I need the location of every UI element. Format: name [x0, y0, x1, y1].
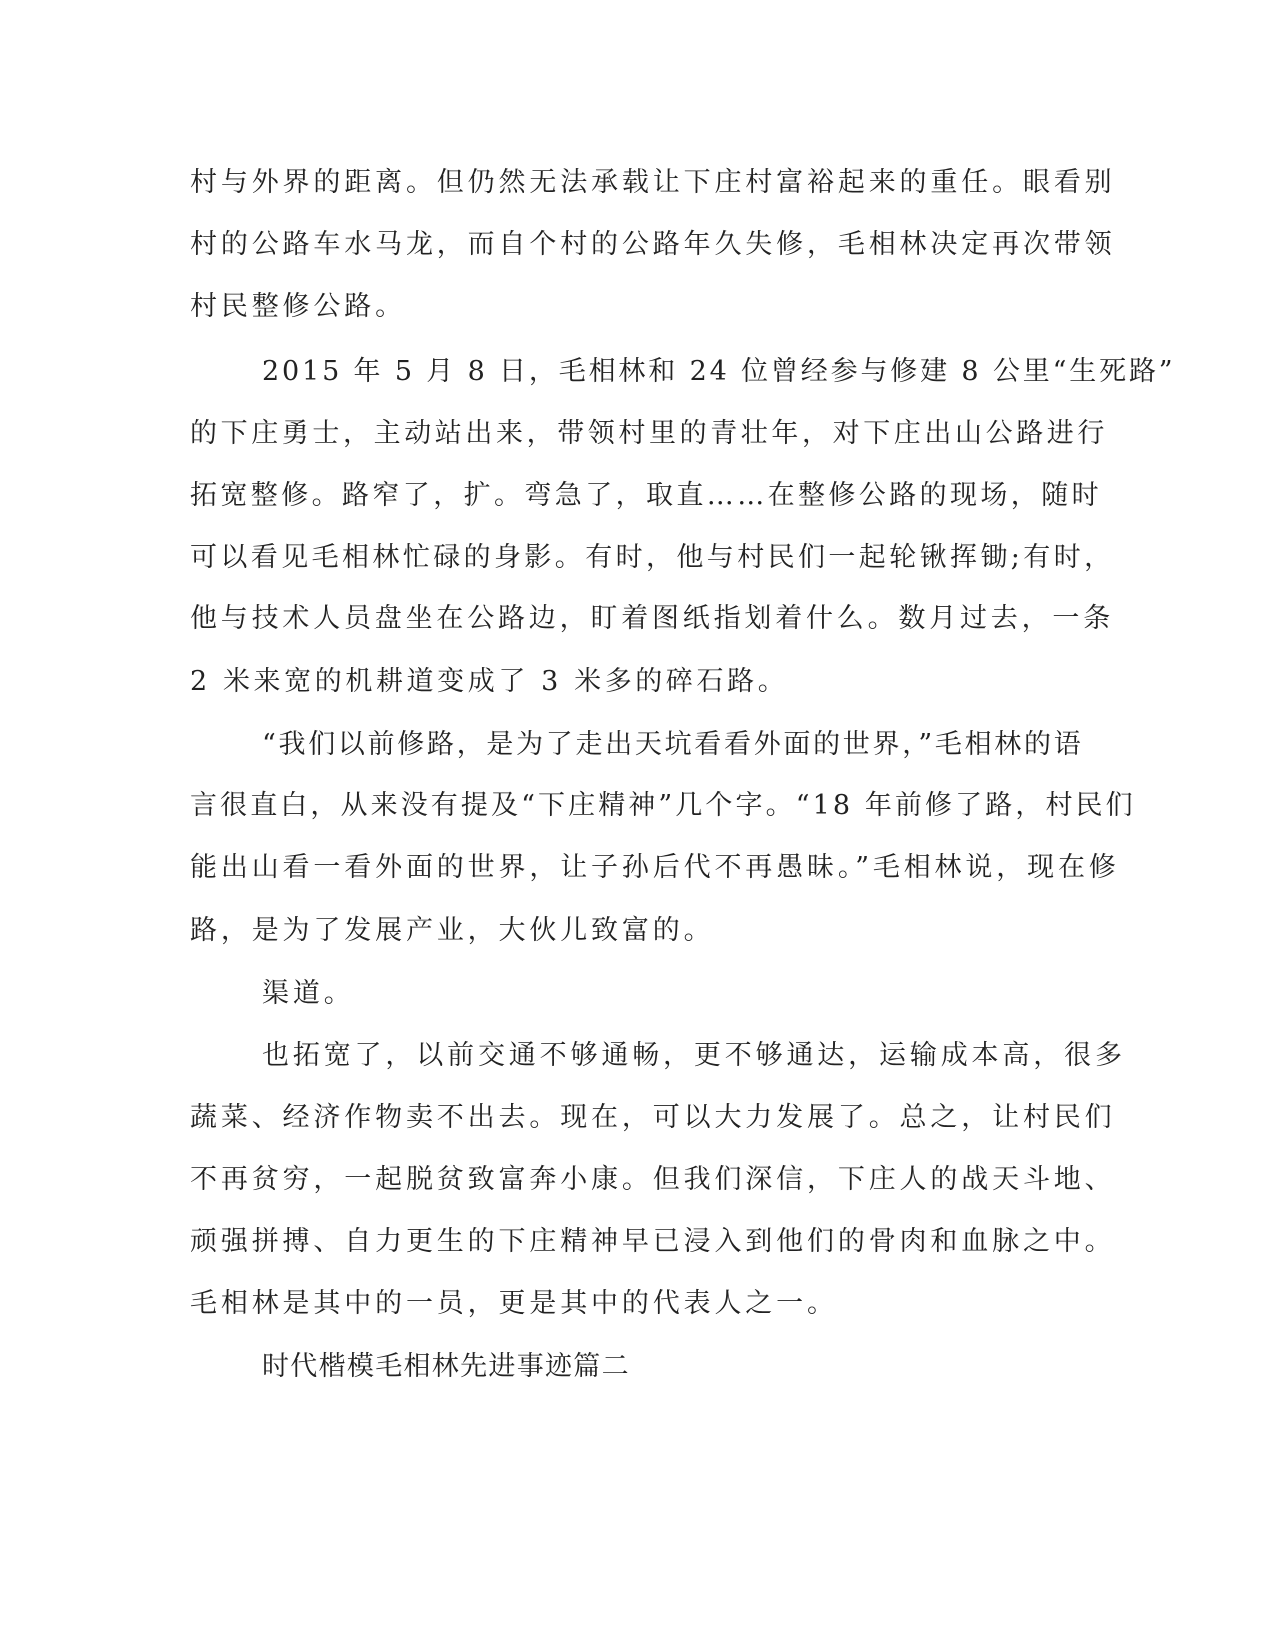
text-line: 路，是为了发展产业，大伙儿致富的。 [190, 915, 715, 946]
text-line: 村民整修公路。 [190, 291, 406, 322]
text-line: 的下庄勇士，主动站出来，带领村里的青壮年，对下庄出山公路进行 [190, 418, 1108, 449]
text-line: 言很直白，从来没有提及“下庄精神”几个字。“18 年前修了路，村民们 [190, 790, 1136, 821]
text-line: 渠道。 [262, 978, 355, 1009]
text-line: “我们以前修路，是为了走出天坑看看外面的世界，”毛相林的语 [262, 729, 1084, 760]
section-heading: 时代楷模毛相林先进事迹篇二 [262, 1351, 630, 1382]
text-line: 毛相林是其中的一员，更是其中的代表人之一。 [190, 1288, 838, 1319]
text-line: 村的公路车水马龙，而自个村的公路年久失修，毛相林决定再次带领 [190, 229, 1116, 260]
text-line: 可以看见毛相林忙碌的身影。有时，他与村民们一起轮锹挥锄;有时， [190, 542, 1115, 573]
text-line: 村与外界的距离。但仍然无法承载让下庄村富裕起来的重任。眼看别 [190, 167, 1116, 198]
text-line: 拓宽整修。路窄了，扩。弯急了，取直……在整修公路的现场，随时 [190, 480, 1102, 511]
text-line: 能出山看一看外面的世界，让子孙后代不再愚昧。”毛相林说，现在修 [190, 852, 1120, 883]
text-line: 他与技术人员盘坐在公路边，盯着图纸指划着什么。数月过去，一条 [190, 603, 1114, 634]
text-line: 顽强拼搏、自力更生的下庄精神早已浸入到他们的骨肉和血脉之中。 [190, 1226, 1116, 1257]
text-line: 2 米来宽的机耕道变成了 3 米多的碎石路。 [190, 666, 789, 697]
text-line: 2015 年 5 月 8 日，毛相林和 24 位曾经参与修建 8 公里“生死路” [262, 356, 1176, 387]
text-line: 不再贫穷，一起脱贫致富奔小康。但我们深信，下庄人的战天斗地、 [190, 1164, 1116, 1195]
text-line: 蔬菜、经济作物卖不出去。现在，可以大力发展了。总之，让村民们 [190, 1102, 1116, 1133]
text-line: 也拓宽了，以前交通不够通畅，更不够通达，运输成本高，很多 [262, 1040, 1126, 1071]
